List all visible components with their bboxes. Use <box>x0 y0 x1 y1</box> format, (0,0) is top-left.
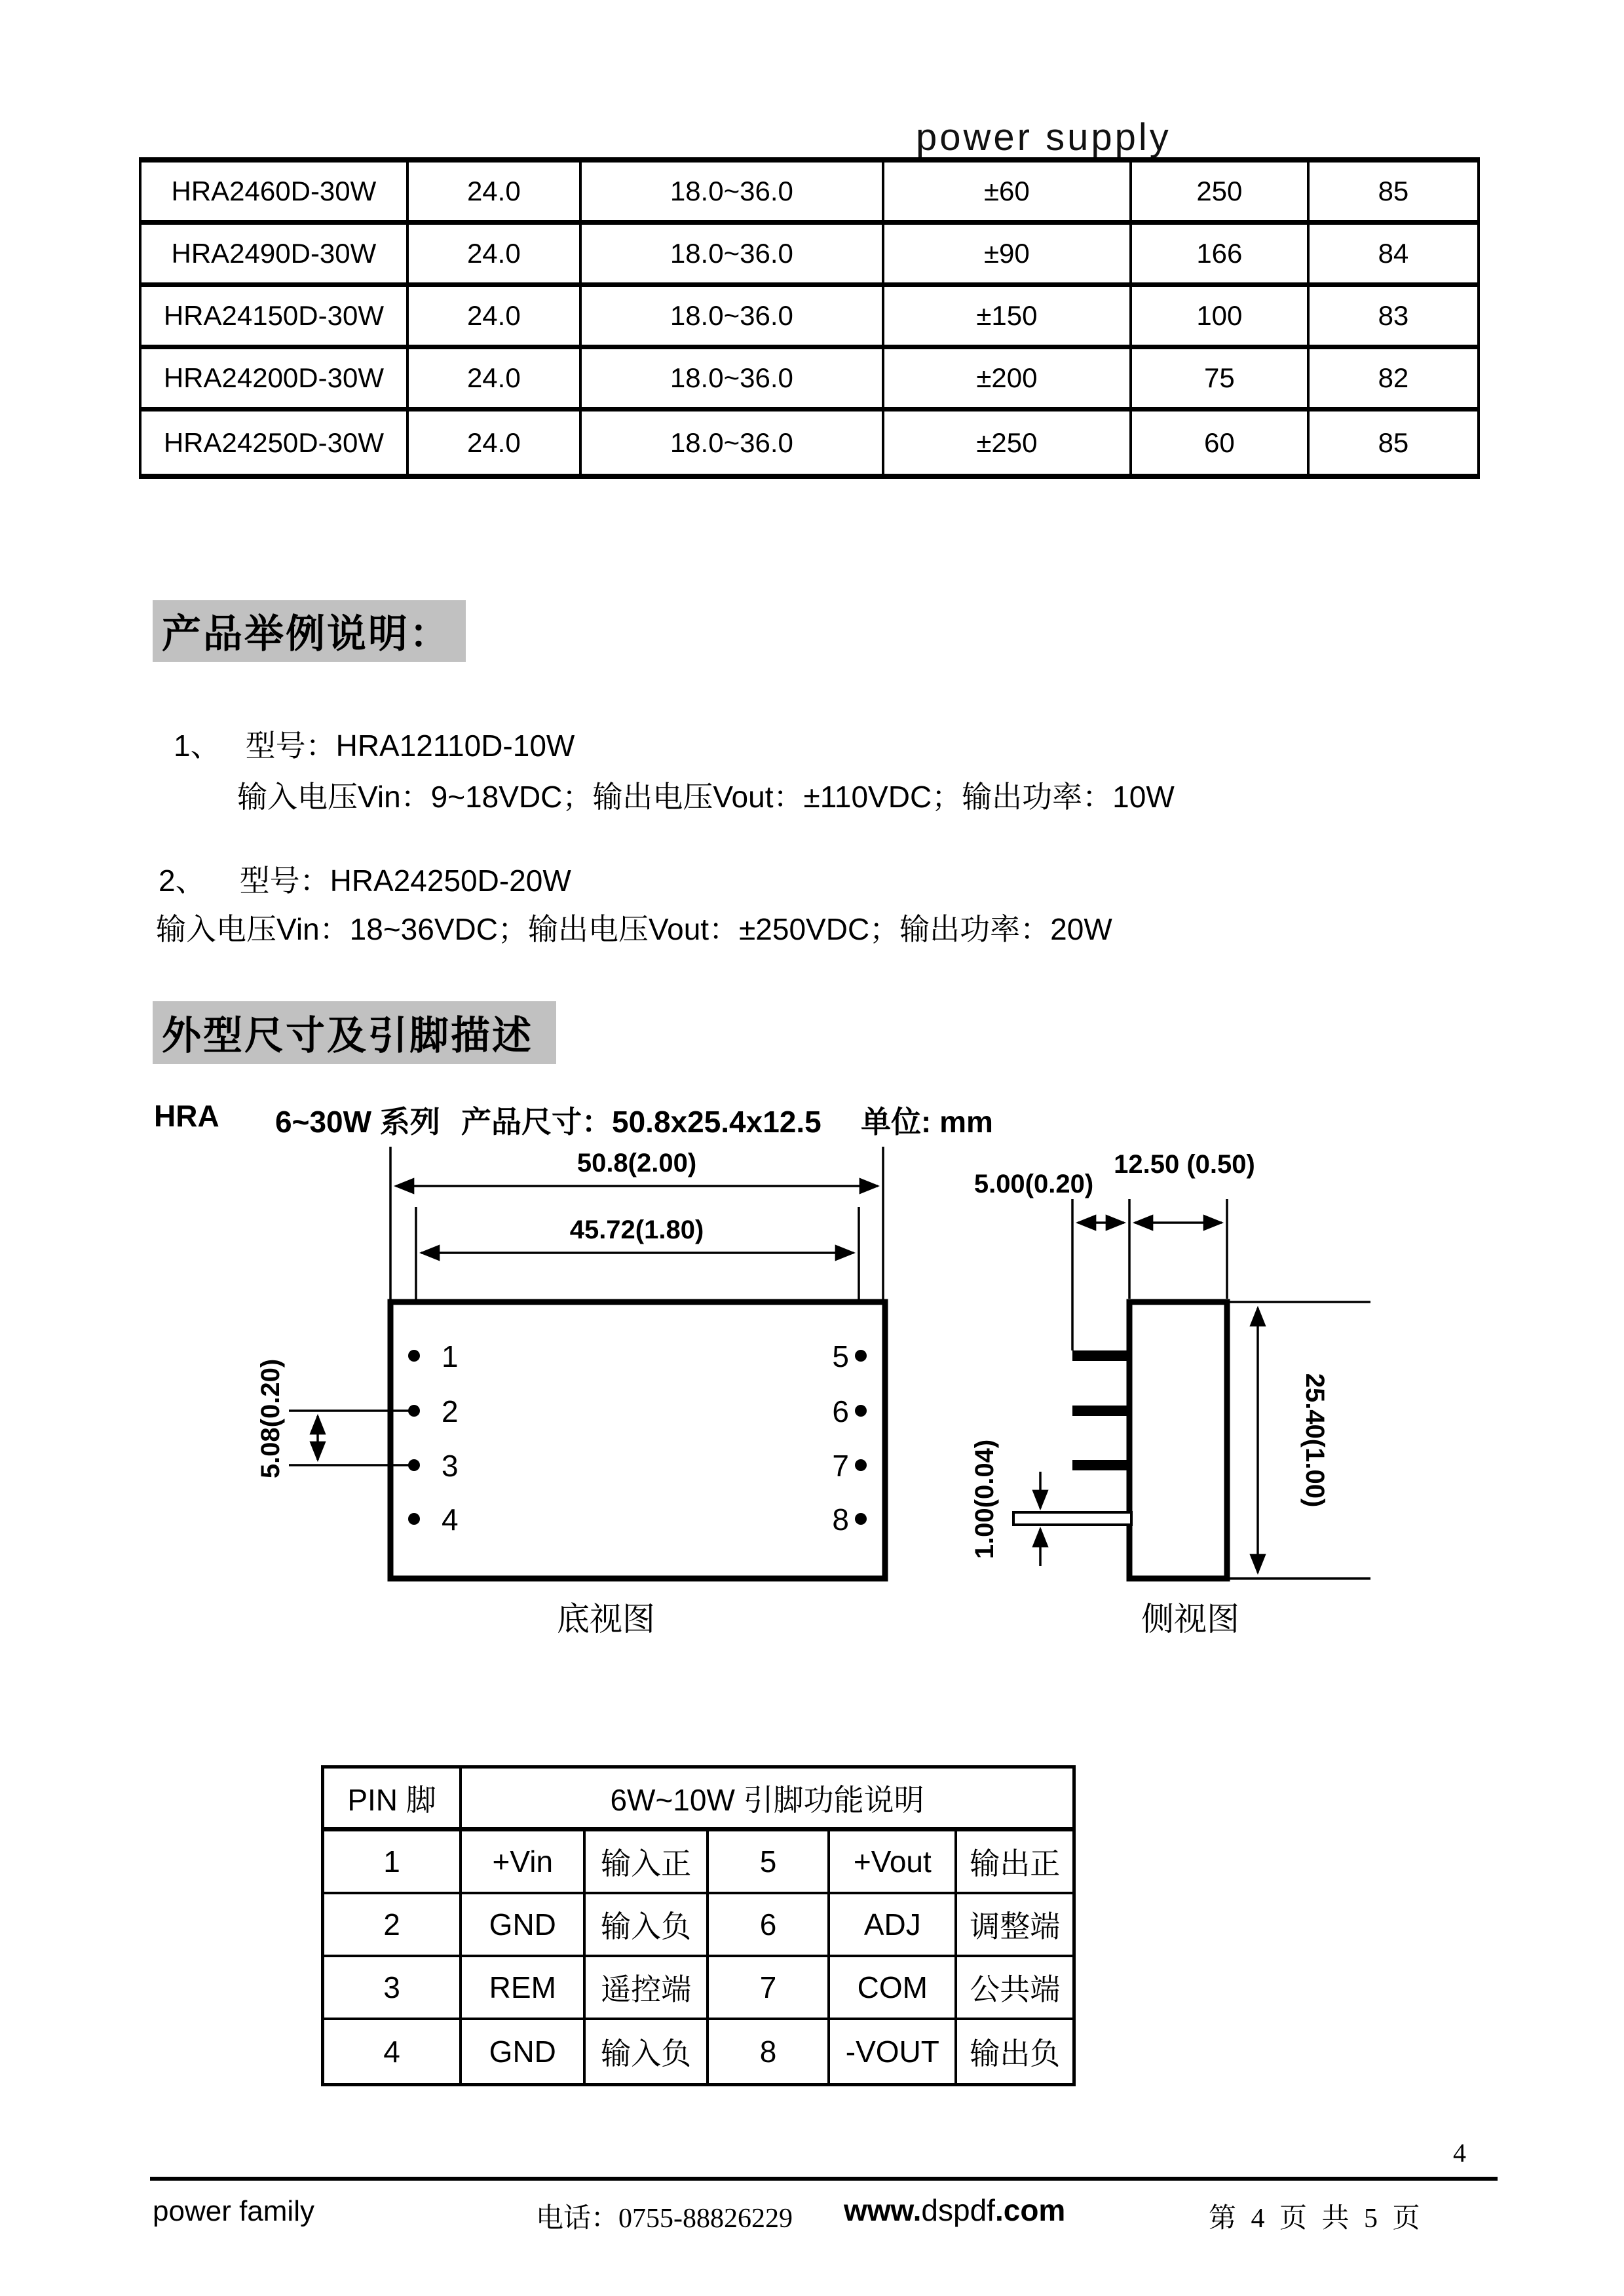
section-heading-examples: 产品举例说明： <box>153 600 466 662</box>
pin-number-cell: 2 <box>324 1894 462 1955</box>
pin-number: 8 <box>832 1502 849 1537</box>
example-1-title <box>174 722 575 765</box>
pin-name-cell: COM <box>830 1957 957 2018</box>
website-name: dspdf <box>921 2193 995 2227</box>
table-row <box>142 287 1477 349</box>
model-cell: HRA24200D-30W <box>142 349 409 407</box>
side-view-caption: 侧视图 <box>1141 1601 1239 1637</box>
pin-number-cell: 3 <box>324 1957 462 2018</box>
example-index: 1、 <box>174 729 221 763</box>
table-row <box>324 1831 1072 1894</box>
pin-number-cell: 4 <box>324 2020 462 2083</box>
model-cell: HRA24250D-30W <box>142 411 409 474</box>
dim-inner-width-label: 45.72(1.80) <box>569 1215 704 1244</box>
pin-dot <box>408 1459 420 1471</box>
efficiency-cell: 83 <box>1378 300 1409 331</box>
footer-page-info: 第 4 页 共 5 页 <box>1209 2204 1424 2234</box>
pin-dot <box>855 1405 867 1417</box>
spec-table <box>139 157 1480 479</box>
pin-number-cell: 7 <box>709 1957 830 2018</box>
pin-dot <box>408 1405 420 1417</box>
vin-nominal-cell: 24.0 <box>409 411 582 474</box>
pin-header-col: PIN 脚 <box>324 1769 462 1827</box>
table-row <box>142 411 1477 474</box>
pin-number: 5 <box>832 1339 849 1373</box>
corner-page-number: 4 <box>1453 2138 1466 2168</box>
side-view <box>970 1150 1370 1637</box>
pin-bar <box>1072 1350 1132 1361</box>
pin-number: 7 <box>832 1449 849 1483</box>
pin-dot <box>408 1513 420 1525</box>
footer-phone: 电话：0755-88826229 <box>536 2204 793 2234</box>
pin-number: 2 <box>442 1394 459 1428</box>
table-row <box>142 163 1477 225</box>
pin-name-cell: -VOUT <box>830 2020 957 2083</box>
pin-dot <box>855 1513 867 1525</box>
section-heading-outline: 外型尺寸及引脚描述 <box>153 1001 556 1064</box>
pin-dot <box>408 1350 420 1362</box>
efficiency-cell: 85 <box>1378 176 1409 206</box>
pin-function-cell: 输出负 <box>970 2037 1061 2071</box>
package-body-side-view <box>1129 1302 1227 1578</box>
model-cell: HRA24150D-30W <box>142 287 409 345</box>
pin-function-cell: 输出正 <box>970 1846 1061 1881</box>
pin-dot <box>855 1459 867 1471</box>
dim-body-height-label: 25.40(1.00) <box>1300 1373 1329 1508</box>
efficiency-cell: 85 <box>1378 427 1409 458</box>
vout-cell: ±150 <box>884 287 1132 345</box>
vin-nominal-cell: 24.0 <box>409 349 582 407</box>
pin-dot <box>855 1350 867 1362</box>
website-com: .com <box>994 2193 1066 2227</box>
website-www: www. <box>844 2193 922 2227</box>
vin-range-cell: 18.0~36.0 <box>582 163 884 220</box>
package-body-bottom-view <box>390 1302 885 1578</box>
dim-pin-length-label: 5.00(0.20) <box>973 1170 1094 1198</box>
pin-number: 3 <box>442 1449 459 1483</box>
pin-name-cell: +Vout <box>830 1831 957 1892</box>
vin-nominal-cell: 24.0 <box>409 225 582 282</box>
iout-cell: 250 <box>1132 163 1310 220</box>
vin-range-cell: 18.0~36.0 <box>582 225 884 282</box>
footer-website <box>844 2192 1065 2228</box>
pin-bar <box>1072 1460 1132 1470</box>
example-model: 型号：HRA24250D-20W <box>239 864 571 898</box>
vin-nominal-cell: 24.0 <box>409 163 582 220</box>
pin-number-cell: 1 <box>324 1831 462 1892</box>
product-size: 产品尺寸：50.8x25.4x12.5 <box>461 1105 821 1139</box>
pin-number-cell: 6 <box>709 1894 830 1955</box>
pin-function-table <box>321 1765 1076 2086</box>
pin-name-cell: ADJ <box>830 1894 957 1955</box>
dim-pin-pitch-label: 5.08(0.20) <box>256 1358 285 1479</box>
efficiency-cell: 82 <box>1378 362 1409 393</box>
example-2-title <box>159 857 571 900</box>
example-2-detail: 输入电压Vin：18~36VDC；输出电压Vout：±250VDC；输出功率：20W <box>156 912 1112 946</box>
pin-header-desc: 6W~10W 引脚功能说明 <box>610 1782 924 1817</box>
page-title: power supply <box>916 116 1171 159</box>
vout-cell: ±250 <box>884 411 1132 474</box>
table-row <box>142 349 1477 411</box>
vout-cell: ±60 <box>884 163 1132 220</box>
bottom-view-caption: 底视图 <box>557 1601 655 1637</box>
unit-label: 单位: mm <box>861 1105 993 1139</box>
vin-range-cell: 18.0~36.0 <box>582 287 884 345</box>
dim-body-thickness-label: 12.50 (0.50) <box>1114 1150 1255 1179</box>
vout-cell: ±200 <box>884 349 1132 407</box>
iout-cell: 75 <box>1132 349 1310 407</box>
table-row <box>142 225 1477 287</box>
pin-number: 1 <box>442 1339 459 1373</box>
pin-name-cell: +Vin <box>462 1831 586 1892</box>
bottom-view <box>256 1147 885 1637</box>
pin-number-cell: 5 <box>709 1831 830 1892</box>
example-index: 2、 <box>159 864 206 898</box>
pin-bar-outlined <box>1013 1512 1131 1525</box>
iout-cell: 166 <box>1132 225 1310 282</box>
pin-bar <box>1072 1406 1132 1416</box>
model-cell: HRA2490D-30W <box>142 225 409 282</box>
mechanical-drawing <box>249 1134 1408 1658</box>
vin-range-cell: 18.0~36.0 <box>582 349 884 407</box>
footer-brand: power family <box>153 2195 314 2227</box>
series-name: HRA <box>154 1099 219 1133</box>
pin-function-cell: 输入负 <box>586 1894 708 1955</box>
drawing-svg <box>249 1134 1408 1658</box>
pin-number: 4 <box>442 1502 459 1537</box>
efficiency-cell: 84 <box>1378 238 1409 269</box>
vout-cell: ±90 <box>884 225 1132 282</box>
pin-function-cell: 输入正 <box>586 1831 708 1892</box>
vin-range-cell: 18.0~36.0 <box>582 411 884 474</box>
table-row <box>324 1894 1072 1957</box>
table-row <box>324 2020 1072 2083</box>
pin-function-cell: 调整端 <box>970 1909 1061 1943</box>
pin-number: 6 <box>832 1394 849 1428</box>
pin-function-cell: 公共端 <box>970 1972 1061 2006</box>
table-row <box>324 1957 1072 2020</box>
pin-name-cell: REM <box>462 1957 586 2018</box>
example-1-detail: 输入电压Vin：9~18VDC；输出电压Vout：±110VDC；输出功率：10W <box>237 780 1175 814</box>
pin-name-cell: GND <box>462 2020 586 2083</box>
iout-cell: 60 <box>1132 411 1310 474</box>
pin-number-cell: 8 <box>709 2020 830 2083</box>
pin-table-header <box>324 1769 1072 1831</box>
iout-cell: 100 <box>1132 287 1310 345</box>
dim-pin-thickness-label: 1.00(0.04) <box>970 1439 999 1559</box>
series-range: 6~30W 系列 <box>275 1105 440 1139</box>
pin-name-cell: GND <box>462 1894 586 1955</box>
pin-function-cell: 遥控端 <box>586 1957 708 2018</box>
vin-nominal-cell: 24.0 <box>409 287 582 345</box>
example-model: 型号：HRA12110D-10W <box>245 729 575 763</box>
dim-outer-width-label: 50.8(2.00) <box>576 1149 697 1177</box>
model-cell: HRA2460D-30W <box>142 163 409 220</box>
footer-divider <box>150 2177 1498 2181</box>
pin-function-cell: 输入负 <box>586 2020 708 2083</box>
